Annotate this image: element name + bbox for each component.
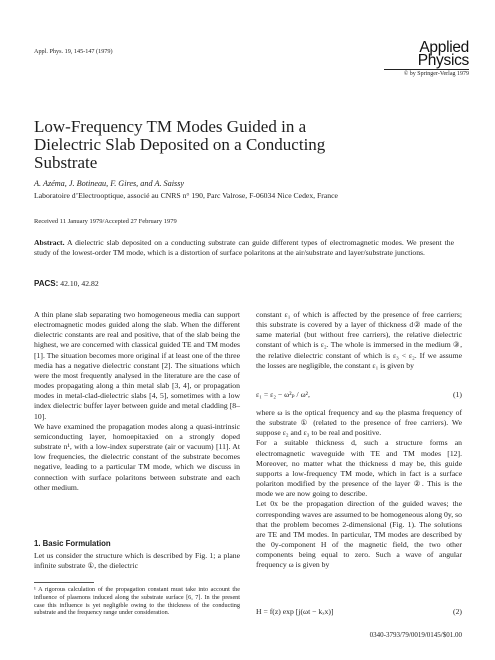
right-column [256, 310, 462, 371]
left-column [34, 310, 240, 493]
pacs-value: 42.10, 42.82 [60, 279, 99, 288]
logo-line-physics: Physics [417, 52, 469, 69]
abstract-text: A dielectric slab deposited on a conducting substrate can guide different types of electromagnetic modes. We present the study of the lowest-order TM mode, which is a distortion of surface polaritons at the air/substrate and layer/substrate junctions. [34, 238, 455, 258]
right-paragraph-4: Let 0x be the propagation direction of the guided waves; the corresponding waves are assumed to be homogeneous along 0y, so that the problem becomes 2-dimensional (Fig. 1). The solutions are TE and TM modes. In particular, TM modes are described by the 0y-component H of the magnetic field, the two other components being equal to zero. Such a wave of angular frequency ω is given by [256, 499, 462, 570]
logo-line-applied: Applied [419, 39, 469, 56]
affiliation: Laboratoire d’Electrooptique, associé au CNRS n° 190, Parc Valrose, F-06034 Nice Cedex, France [34, 191, 338, 200]
abstract-label: Abstract. [34, 238, 65, 247]
footnote-rule [34, 582, 94, 583]
footnote: ¹ A rigorous calculation of the propagation constant must take into account the influence of plasmons induced along the substrate surface [6, 7]. In the present case this influence is yet negligible owing to the thickness of the conducting substrate and the frequency range under consideration. [34, 586, 240, 617]
author-list: A. Azéma, J. Botineau, F. Gires, and A. Saissy [34, 179, 185, 188]
section-heading: 1. Basic Formulation [34, 539, 111, 548]
right-column-lower [256, 408, 462, 571]
journal-logo [384, 41, 469, 77]
intro-paragraph-2: We have examined the propagation modes along a quasi-intrinsic semiconducting layer, homoepitaxied on a strongly doped substrate n¹, with a low-index superstrate (air or vacuum) [11]. At low frequencies, the dielectric constant of the substrate becomes negative, leading to a particular TM mode, which we discuss in connection with surface polaritons between substrate and each other medium. [34, 421, 240, 492]
right-paragraph-2: where ω is the optical frequency and ωₚ the plasma frequency of the substrate ① (related to the presence of free carriers). We suppose ε₂ and ε₃ to be real and positive. [256, 408, 462, 438]
article-title: Low-Frequency TM Modes Guided in a Dielectric Slab Deposited on a Conducting Substrate [34, 117, 326, 172]
pacs-codes [34, 279, 99, 288]
equation-2: H = f(z) exp [j(ωt − kₓx)] [256, 607, 334, 616]
right-paragraph-1: constant ε₁ of which is affected by the presence of free carriers; this substrate is covered by a layer of thickness d② made of the same material (but without free carriers), the relative dielectric constant of which is ε₂. The whole is immersed in the medium ③, the relative dielectric constant of which is ε₃ < ε₂. If we assume the losses are negligible, the constant ε₁ is given by [256, 310, 462, 370]
article-code: 0340-3793/79/0019/0145/$01.00 [369, 631, 462, 639]
section-paragraph: Let us consider the structure which is described by Fig. 1; a plane infinite substrate ①, the dielectric [34, 551, 240, 571]
received-dates: Received 11 January 1979/Accepted 27 February 1979 [34, 218, 177, 225]
equation-1: ε₁ = ε₂ − ω²ₚ / ω², [256, 390, 310, 399]
right-paragraph-3: For a suitable thickness d, such a structure forms an electromagnetic waveguide with TE and TM modes [12]. Moreover, no matter what the thickness d may be, this guide supports a low-frequency TM mode, which in fact is a surface polariton modified by the presence of the layer ②. This is the mode we are now going to describe. [256, 438, 462, 499]
equation-1-number: (1) [453, 390, 462, 399]
abstract [34, 238, 454, 258]
equation-2-number: (2) [453, 607, 462, 616]
copyright-notice: © by Springer-Verlag 1979 [403, 71, 469, 78]
journal-reference: Appl. Phys. 19, 145-147 (1979) [34, 48, 113, 55]
pacs-label: PACS: [34, 279, 59, 288]
intro-paragraph-1: A thin plane slab separating two homogeneous media can support electromagnetic modes guided along the slab. When the different dielectric constants are real and positive, that of the slab being the highest, we are concerned with classical guided TE and TM modes [1]. The situation becomes more original if at least one of the three media has a negative dielectric constant [2]. The situations which were the most frequently analysed in the literature are the case of modes propagating along a thin metal slab [3, 4], or propagation modes in metal-clad-dielectric slabs [4, 5], sometimes with a low index dielectric buffer layer between guide and metal cladding [8–10]. [34, 310, 240, 421]
